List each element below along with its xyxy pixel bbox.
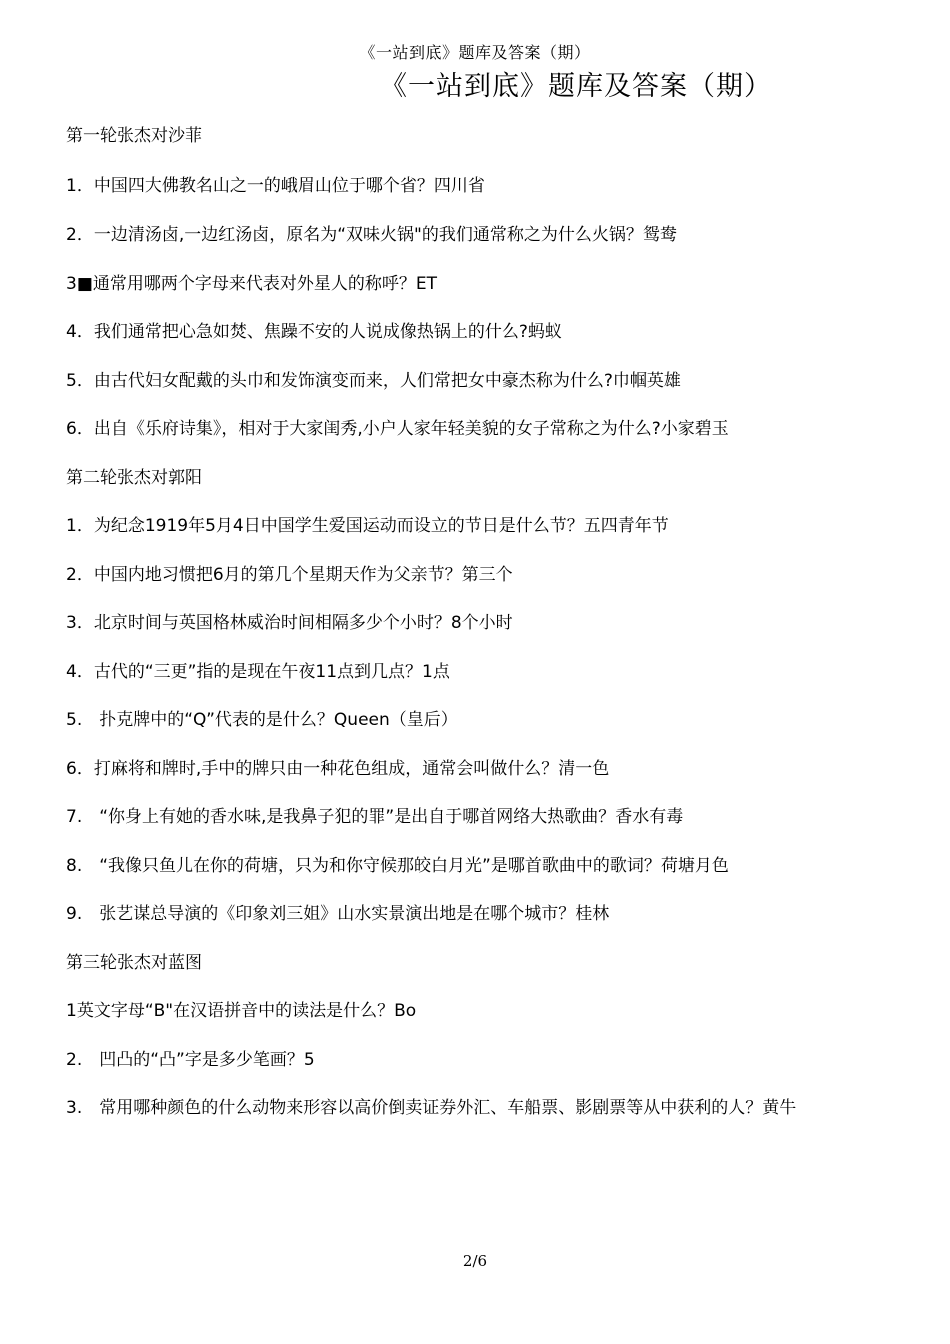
round-heading: 第三轮张杰对蓝图 [66, 953, 202, 973]
question-line: 9. 张艺谋总导演的《印象刘三姐》山水实景演出地是在哪个城市？桂林 [66, 904, 610, 924]
running-header: 《一站到底》题库及答案（期） [359, 43, 591, 62]
question-line: 2．中国内地习惯把6月的第几个星期天作为父亲节？第三个 [66, 565, 513, 585]
question-line: 1．为纪念1919年5月4日中国学生爱国运动而设立的节日是什么节？五四青年节 [66, 516, 669, 536]
question-line: 3. 常用哪种颜色的什么动物来形容以高价倒卖证券外汇、车船票、影剧票等从中获利的人？黄牛 [66, 1098, 797, 1118]
page-number: 2/6 [462, 1252, 488, 1270]
question-line: 5．由古代妇女配戴的头巾和发饰演变而来，人们常把女中豪杰称为什么?巾帼英雄 [66, 371, 681, 391]
question-line: 5. 扑克牌中的“Q”代表的是什么？Queen（皇后） [66, 710, 458, 730]
question-line: 3．北京时间与英国格林威治时间相隔多少个小时？8个小时 [66, 613, 513, 633]
round-heading: 第二轮张杰对郭阳 [66, 468, 202, 488]
round-heading: 第一轮张杰对沙菲 [66, 126, 202, 146]
question-line: 7. “你身上有她的香水味,是我鼻子犯的罪”是出自于哪首网络大热歌曲？香水有毒 [66, 807, 684, 827]
question-line: 3■通常用哪两个字母来代表对外星人的称呼？ET [66, 274, 438, 294]
question-line: 4．古代的“三更”指的是现在午夜11点到几点？1点 [66, 662, 450, 682]
question-line: 1英文字母“B"在汉语拼音中的读法是什么？Bo [66, 1001, 417, 1021]
question-line: 1．中国四大佛教名山之一的峨眉山位于哪个省？四川省 [66, 176, 485, 196]
question-line: 8. “我像只鱼儿在你的荷塘，只为和你守候那皎白月光”是哪首歌曲中的歌词？荷塘月色 [66, 856, 729, 876]
question-line: 6．打麻将和牌时,手中的牌只由一种花色组成，通常会叫做什么？清一色 [66, 759, 610, 779]
question-line: 2．一边清汤卤,一边红汤卤，原名为“双味火锅"的我们通常称之为什么火锅？鸳鸯 [66, 225, 677, 245]
question-line: 6．出自《乐府诗集》，相对于大家闺秀,小户人家年轻美貌的女子常称之为什么?小家碧玉 [66, 419, 729, 439]
question-line: 4．我们通常把心急如焚、焦躁不安的人说成像热锅上的什么?蚂蚁 [66, 322, 562, 342]
document-title: 《一站到底》题库及答案（期） [380, 71, 772, 102]
question-line: 2. 凹凸的“凸”字是多少笔画？5 [66, 1050, 315, 1070]
